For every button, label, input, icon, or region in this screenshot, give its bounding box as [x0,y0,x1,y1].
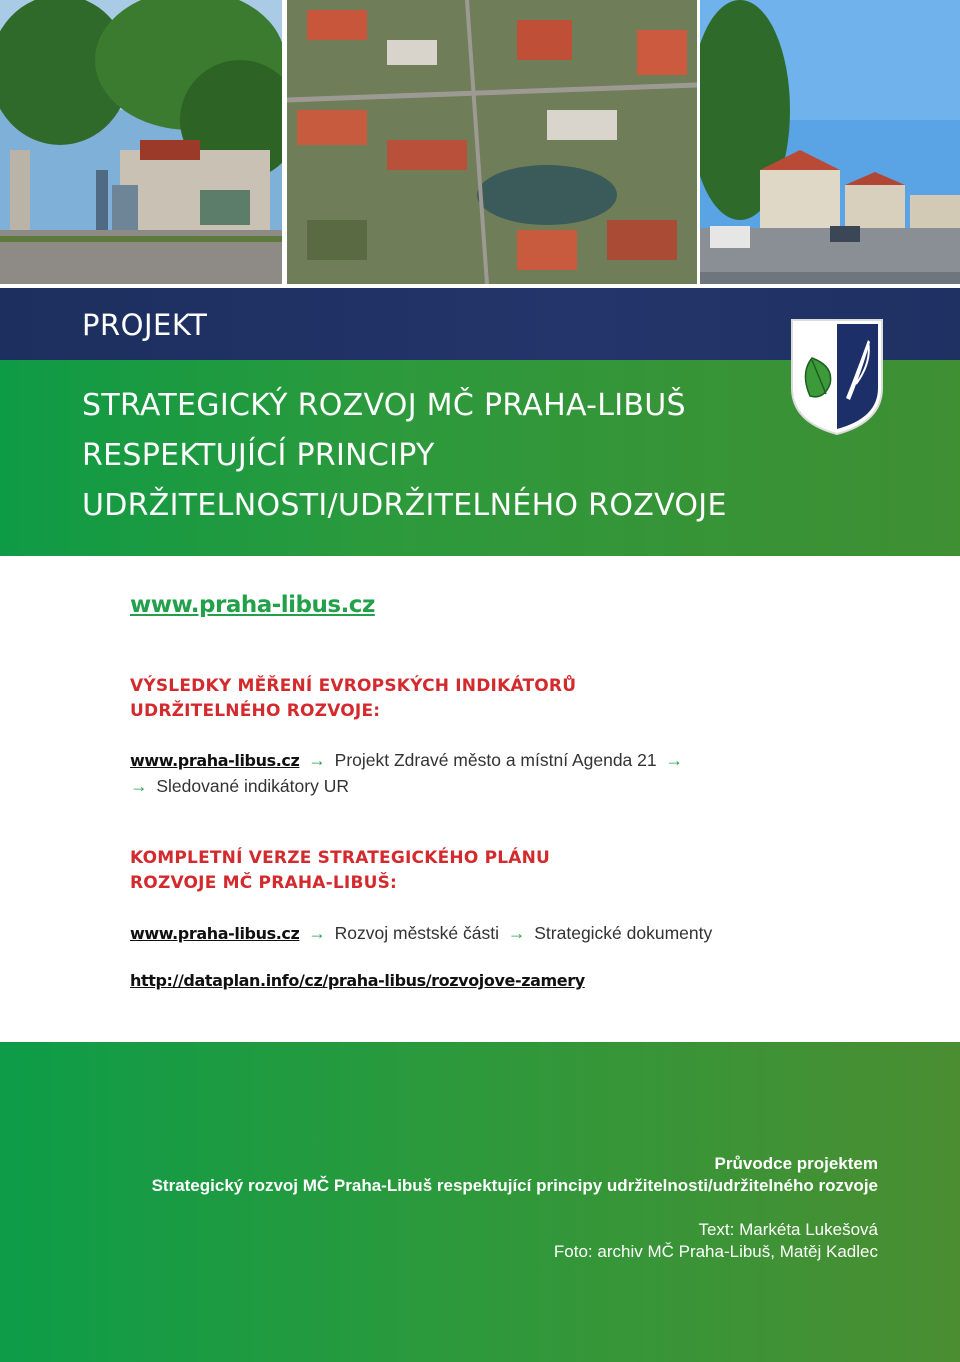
title-line-3: UDRŽITELNOSTI/UDRŽITELNÉHO ROZVOJE [82,488,727,523]
arrow-right-icon: → [665,750,683,770]
strategic-plan-path-step-2: Strategické dokumenty [534,923,713,943]
strategic-plan-path-step-1: Rozvoj městské části [334,923,499,943]
coat-of-arms-icon [790,318,884,436]
strategic-plan-heading-line-1: KOMPLETNÍ VERZE STRATEGICKÉHO PLÁNU [130,848,551,868]
project-label: PROJEKT [82,308,208,342]
arrow-right-icon: → [308,750,326,770]
footer-band [0,1042,960,1362]
title-line-1: STRATEGICKÝ ROZVOJ MČ PRAHA-LIBUŠ [82,388,686,423]
strategic-plan-heading [130,846,550,896]
indicators-heading [130,674,576,724]
footer-project-name: Strategický rozvoj MČ Praha-Libuš respektující principy udržitelnosti/udržitelného rozvoje [151,1176,878,1195]
title-line-2: RESPEKTUJÍCÍ PRINCIPY [82,438,435,473]
photo-village-square [0,0,282,284]
indicators-path-continued [130,773,349,799]
website-link[interactable]: www.praha-libus.cz [130,592,375,618]
photo-street [700,0,960,284]
indicators-path-url[interactable]: www.praha-libus.cz [130,751,300,770]
strategic-plan-path [130,920,712,947]
footer-photo-credit: Foto: archiv MČ Praha-Libuš, Matěj Kadlec [553,1242,878,1261]
strategic-plan-path-url[interactable]: www.praha-libus.cz [130,924,300,943]
indicators-path-step-2: Sledované indikátory UR [156,776,349,796]
indicators-heading-line-1: VÝSLEDKY MĚŘENÍ EVROPSKÝCH INDIKÁTORŮ [130,676,577,696]
strategic-plan-heading-line-2: ROZVOJE MČ PRAHA-LIBUŠ: [130,873,398,893]
arrow-right-icon: → [507,923,526,943]
dataplan-link[interactable]: http://dataplan.info/cz/praha-libus/rozvojove-zamery [130,971,585,990]
footer-text-credit: Text: Markéta Lukešová [698,1220,878,1239]
arrow-right-icon: → [130,776,148,796]
footer-guide-title: Průvodce projektem [714,1154,878,1173]
indicators-path [130,747,687,774]
photo-strip [0,0,960,284]
indicators-path-step-1: Projekt Zdravé město a místní Agenda 21 [334,750,657,770]
indicators-heading-line-2: UDRŽITELNÉHO ROZVOJE: [130,701,381,721]
photo-aerial-view [287,0,697,284]
arrow-right-icon: → [308,923,326,943]
